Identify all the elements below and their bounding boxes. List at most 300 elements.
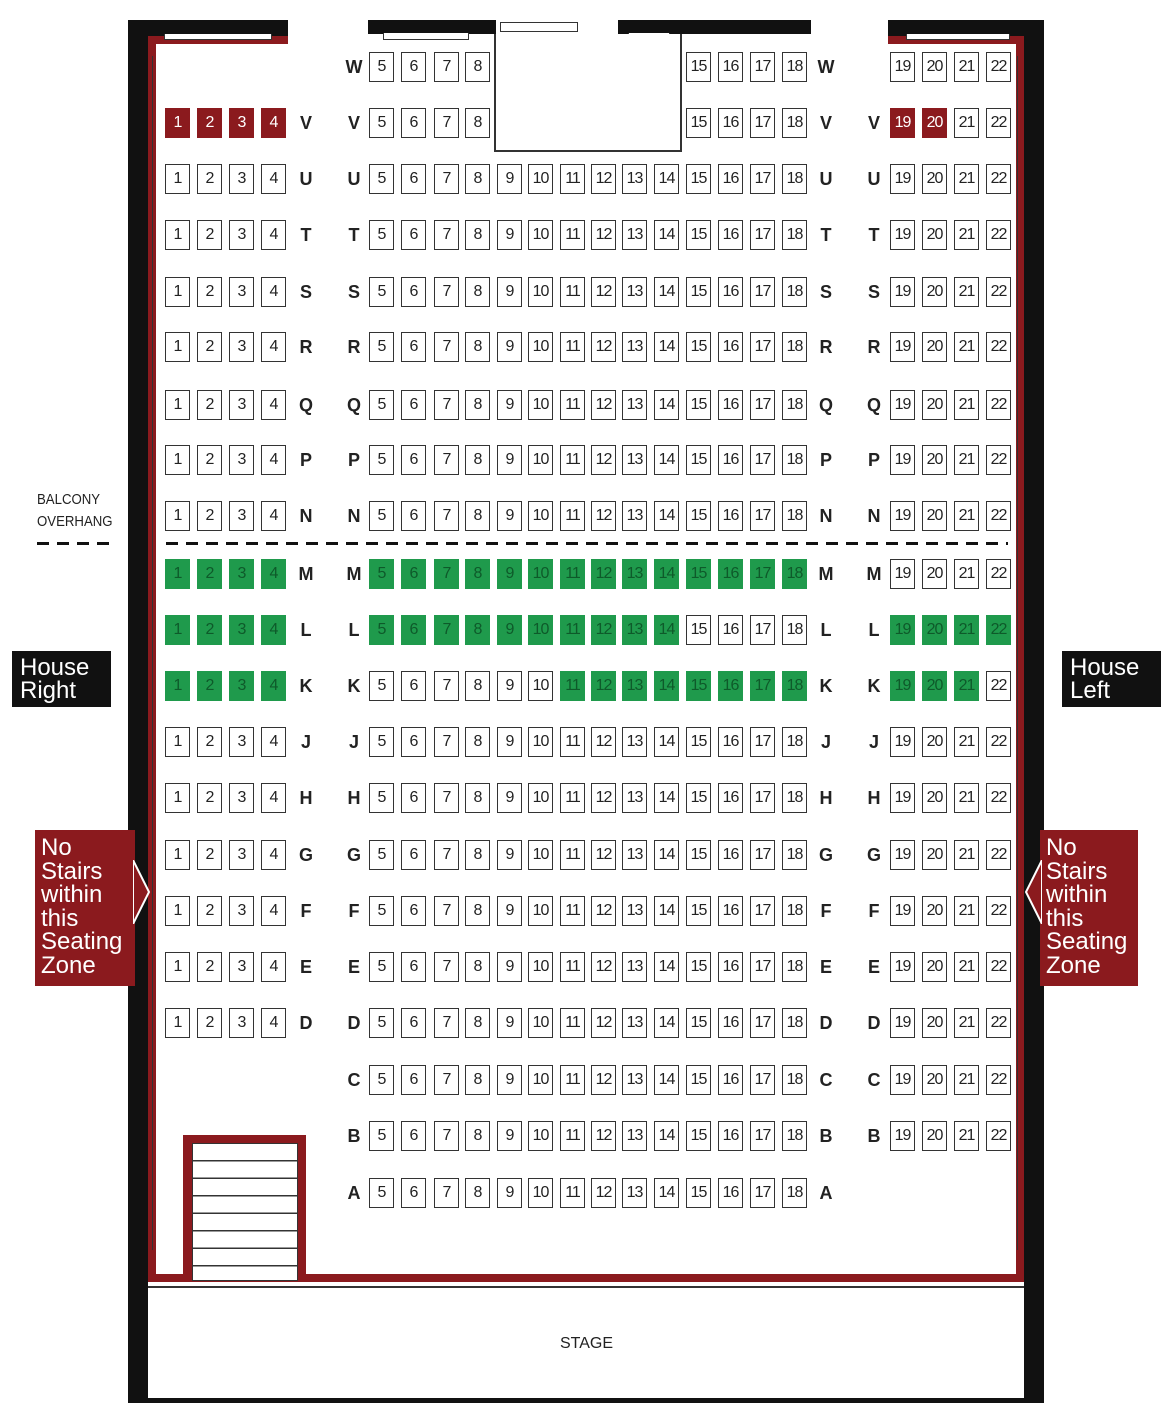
seat-Q-4[interactable]: 4 (261, 390, 286, 420)
seat-F-8[interactable]: 8 (465, 896, 490, 926)
seat-N-10[interactable]: 10 (528, 501, 553, 531)
seat-T-10[interactable]: 10 (528, 220, 553, 250)
seat-H-18[interactable]: 18 (782, 783, 807, 813)
seat-M-1[interactable]: 1 (165, 559, 190, 589)
seat-M-17[interactable]: 17 (750, 559, 775, 589)
seat-V-21[interactable]: 21 (954, 108, 979, 138)
seat-U-16[interactable]: 16 (718, 164, 743, 194)
seat-V-17[interactable]: 17 (750, 108, 775, 138)
seat-G-21[interactable]: 21 (954, 840, 979, 870)
seat-L-15[interactable]: 15 (686, 615, 711, 645)
seat-T-20[interactable]: 20 (922, 220, 947, 250)
seat-M-14[interactable]: 14 (654, 559, 679, 589)
seat-K-2[interactable]: 2 (197, 671, 222, 701)
seat-B-7[interactable]: 7 (434, 1121, 459, 1151)
seat-D-12[interactable]: 12 (591, 1008, 616, 1038)
seat-U-2[interactable]: 2 (197, 164, 222, 194)
seat-L-12[interactable]: 12 (591, 615, 616, 645)
seat-W-16[interactable]: 16 (718, 52, 743, 82)
seat-U-7[interactable]: 7 (434, 164, 459, 194)
seat-H-2[interactable]: 2 (197, 783, 222, 813)
seat-K-12[interactable]: 12 (591, 671, 616, 701)
seat-W-15[interactable]: 15 (686, 52, 711, 82)
seat-N-16[interactable]: 16 (718, 501, 743, 531)
seat-J-1[interactable]: 1 (165, 727, 190, 757)
seat-V-15[interactable]: 15 (686, 108, 711, 138)
seat-T-22[interactable]: 22 (986, 220, 1011, 250)
seat-L-2[interactable]: 2 (197, 615, 222, 645)
seat-R-10[interactable]: 10 (528, 332, 553, 362)
seat-N-18[interactable]: 18 (782, 501, 807, 531)
seat-A-5[interactable]: 5 (369, 1178, 394, 1208)
seat-D-1[interactable]: 1 (165, 1008, 190, 1038)
seat-P-8[interactable]: 8 (465, 445, 490, 475)
seat-H-20[interactable]: 20 (922, 783, 947, 813)
seat-Q-18[interactable]: 18 (782, 390, 807, 420)
seat-B-16[interactable]: 16 (718, 1121, 743, 1151)
seat-C-22[interactable]: 22 (986, 1065, 1011, 1095)
seat-T-19[interactable]: 19 (890, 220, 915, 250)
seat-L-16[interactable]: 16 (718, 615, 743, 645)
seat-F-7[interactable]: 7 (434, 896, 459, 926)
seat-R-6[interactable]: 6 (401, 332, 426, 362)
seat-B-10[interactable]: 10 (528, 1121, 553, 1151)
seat-B-15[interactable]: 15 (686, 1121, 711, 1151)
seat-U-19[interactable]: 19 (890, 164, 915, 194)
seat-G-17[interactable]: 17 (750, 840, 775, 870)
seat-F-1[interactable]: 1 (165, 896, 190, 926)
seat-P-10[interactable]: 10 (528, 445, 553, 475)
seat-N-4[interactable]: 4 (261, 501, 286, 531)
seat-H-15[interactable]: 15 (686, 783, 711, 813)
seat-H-4[interactable]: 4 (261, 783, 286, 813)
seat-B-9[interactable]: 9 (497, 1121, 522, 1151)
seat-R-3[interactable]: 3 (229, 332, 254, 362)
seat-S-8[interactable]: 8 (465, 277, 490, 307)
seat-V-6[interactable]: 6 (401, 108, 426, 138)
seat-W-18[interactable]: 18 (782, 52, 807, 82)
seat-J-21[interactable]: 21 (954, 727, 979, 757)
seat-G-1[interactable]: 1 (165, 840, 190, 870)
seat-N-8[interactable]: 8 (465, 501, 490, 531)
seat-G-15[interactable]: 15 (686, 840, 711, 870)
seat-R-16[interactable]: 16 (718, 332, 743, 362)
seat-T-4[interactable]: 4 (261, 220, 286, 250)
seat-R-19[interactable]: 19 (890, 332, 915, 362)
seat-M-15[interactable]: 15 (686, 559, 711, 589)
seat-V-1[interactable]: 1 (165, 108, 190, 138)
seat-P-19[interactable]: 19 (890, 445, 915, 475)
seat-U-6[interactable]: 6 (401, 164, 426, 194)
seat-E-1[interactable]: 1 (165, 952, 190, 982)
seat-F-5[interactable]: 5 (369, 896, 394, 926)
seat-S-4[interactable]: 4 (261, 277, 286, 307)
seat-Q-17[interactable]: 17 (750, 390, 775, 420)
seat-F-12[interactable]: 12 (591, 896, 616, 926)
seat-T-14[interactable]: 14 (654, 220, 679, 250)
seat-R-8[interactable]: 8 (465, 332, 490, 362)
seat-B-21[interactable]: 21 (954, 1121, 979, 1151)
seat-K-9[interactable]: 9 (497, 671, 522, 701)
seat-V-20[interactable]: 20 (922, 108, 947, 138)
seat-J-18[interactable]: 18 (782, 727, 807, 757)
seat-A-12[interactable]: 12 (591, 1178, 616, 1208)
seat-S-16[interactable]: 16 (718, 277, 743, 307)
seat-T-2[interactable]: 2 (197, 220, 222, 250)
seat-A-14[interactable]: 14 (654, 1178, 679, 1208)
seat-R-5[interactable]: 5 (369, 332, 394, 362)
seat-M-20[interactable]: 20 (922, 559, 947, 589)
seat-C-15[interactable]: 15 (686, 1065, 711, 1095)
seat-P-6[interactable]: 6 (401, 445, 426, 475)
seat-N-1[interactable]: 1 (165, 501, 190, 531)
seat-Q-19[interactable]: 19 (890, 390, 915, 420)
seat-E-19[interactable]: 19 (890, 952, 915, 982)
seat-D-18[interactable]: 18 (782, 1008, 807, 1038)
seat-J-11[interactable]: 11 (560, 727, 585, 757)
seat-M-5[interactable]: 5 (369, 559, 394, 589)
seat-U-10[interactable]: 10 (528, 164, 553, 194)
seat-B-19[interactable]: 19 (890, 1121, 915, 1151)
seat-P-2[interactable]: 2 (197, 445, 222, 475)
seat-K-20[interactable]: 20 (922, 671, 947, 701)
seat-W-5[interactable]: 5 (369, 52, 394, 82)
seat-U-13[interactable]: 13 (622, 164, 647, 194)
seat-D-4[interactable]: 4 (261, 1008, 286, 1038)
seat-D-20[interactable]: 20 (922, 1008, 947, 1038)
seat-U-21[interactable]: 21 (954, 164, 979, 194)
seat-L-8[interactable]: 8 (465, 615, 490, 645)
seat-M-7[interactable]: 7 (434, 559, 459, 589)
seat-Q-7[interactable]: 7 (434, 390, 459, 420)
seat-T-6[interactable]: 6 (401, 220, 426, 250)
seat-J-12[interactable]: 12 (591, 727, 616, 757)
seat-D-11[interactable]: 11 (560, 1008, 585, 1038)
seat-U-8[interactable]: 8 (465, 164, 490, 194)
seat-S-19[interactable]: 19 (890, 277, 915, 307)
seat-A-17[interactable]: 17 (750, 1178, 775, 1208)
seat-C-12[interactable]: 12 (591, 1065, 616, 1095)
seat-N-21[interactable]: 21 (954, 501, 979, 531)
seat-E-5[interactable]: 5 (369, 952, 394, 982)
seat-W-17[interactable]: 17 (750, 52, 775, 82)
seat-C-8[interactable]: 8 (465, 1065, 490, 1095)
seat-R-12[interactable]: 12 (591, 332, 616, 362)
seat-P-11[interactable]: 11 (560, 445, 585, 475)
seat-M-8[interactable]: 8 (465, 559, 490, 589)
seat-S-12[interactable]: 12 (591, 277, 616, 307)
seat-D-7[interactable]: 7 (434, 1008, 459, 1038)
seat-W-19[interactable]: 19 (890, 52, 915, 82)
seat-B-11[interactable]: 11 (560, 1121, 585, 1151)
seat-S-14[interactable]: 14 (654, 277, 679, 307)
seat-G-18[interactable]: 18 (782, 840, 807, 870)
seat-N-6[interactable]: 6 (401, 501, 426, 531)
seat-B-20[interactable]: 20 (922, 1121, 947, 1151)
seat-P-9[interactable]: 9 (497, 445, 522, 475)
seat-T-18[interactable]: 18 (782, 220, 807, 250)
seat-C-6[interactable]: 6 (401, 1065, 426, 1095)
seat-A-6[interactable]: 6 (401, 1178, 426, 1208)
seat-V-7[interactable]: 7 (434, 108, 459, 138)
seat-L-19[interactable]: 19 (890, 615, 915, 645)
seat-K-22[interactable]: 22 (986, 671, 1011, 701)
seat-M-9[interactable]: 9 (497, 559, 522, 589)
seat-E-4[interactable]: 4 (261, 952, 286, 982)
seat-F-19[interactable]: 19 (890, 896, 915, 926)
seat-W-22[interactable]: 22 (986, 52, 1011, 82)
seat-K-21[interactable]: 21 (954, 671, 979, 701)
seat-L-20[interactable]: 20 (922, 615, 947, 645)
seat-U-5[interactable]: 5 (369, 164, 394, 194)
seat-R-1[interactable]: 1 (165, 332, 190, 362)
seat-Q-12[interactable]: 12 (591, 390, 616, 420)
seat-H-10[interactable]: 10 (528, 783, 553, 813)
seat-N-13[interactable]: 13 (622, 501, 647, 531)
seat-G-11[interactable]: 11 (560, 840, 585, 870)
seat-T-8[interactable]: 8 (465, 220, 490, 250)
seat-S-5[interactable]: 5 (369, 277, 394, 307)
seat-P-17[interactable]: 17 (750, 445, 775, 475)
seat-S-13[interactable]: 13 (622, 277, 647, 307)
seat-K-8[interactable]: 8 (465, 671, 490, 701)
seat-F-17[interactable]: 17 (750, 896, 775, 926)
seat-S-22[interactable]: 22 (986, 277, 1011, 307)
seat-P-5[interactable]: 5 (369, 445, 394, 475)
seat-B-17[interactable]: 17 (750, 1121, 775, 1151)
seat-B-5[interactable]: 5 (369, 1121, 394, 1151)
seat-D-14[interactable]: 14 (654, 1008, 679, 1038)
seat-S-21[interactable]: 21 (954, 277, 979, 307)
seat-P-14[interactable]: 14 (654, 445, 679, 475)
seat-N-15[interactable]: 15 (686, 501, 711, 531)
seat-E-13[interactable]: 13 (622, 952, 647, 982)
seat-C-19[interactable]: 19 (890, 1065, 915, 1095)
seat-L-17[interactable]: 17 (750, 615, 775, 645)
seat-P-3[interactable]: 3 (229, 445, 254, 475)
seat-M-12[interactable]: 12 (591, 559, 616, 589)
seat-S-18[interactable]: 18 (782, 277, 807, 307)
seat-J-5[interactable]: 5 (369, 727, 394, 757)
seat-R-17[interactable]: 17 (750, 332, 775, 362)
seat-S-20[interactable]: 20 (922, 277, 947, 307)
seat-G-7[interactable]: 7 (434, 840, 459, 870)
seat-C-11[interactable]: 11 (560, 1065, 585, 1095)
seat-S-7[interactable]: 7 (434, 277, 459, 307)
seat-T-11[interactable]: 11 (560, 220, 585, 250)
seat-B-8[interactable]: 8 (465, 1121, 490, 1151)
seat-A-8[interactable]: 8 (465, 1178, 490, 1208)
seat-Q-15[interactable]: 15 (686, 390, 711, 420)
seat-K-14[interactable]: 14 (654, 671, 679, 701)
seat-G-20[interactable]: 20 (922, 840, 947, 870)
seat-G-12[interactable]: 12 (591, 840, 616, 870)
seat-E-9[interactable]: 9 (497, 952, 522, 982)
seat-L-9[interactable]: 9 (497, 615, 522, 645)
seat-G-8[interactable]: 8 (465, 840, 490, 870)
seat-L-3[interactable]: 3 (229, 615, 254, 645)
seat-W-7[interactable]: 7 (434, 52, 459, 82)
seat-E-21[interactable]: 21 (954, 952, 979, 982)
seat-Q-5[interactable]: 5 (369, 390, 394, 420)
seat-G-14[interactable]: 14 (654, 840, 679, 870)
seat-K-3[interactable]: 3 (229, 671, 254, 701)
seat-A-18[interactable]: 18 (782, 1178, 807, 1208)
seat-G-5[interactable]: 5 (369, 840, 394, 870)
seat-T-16[interactable]: 16 (718, 220, 743, 250)
seat-T-1[interactable]: 1 (165, 220, 190, 250)
seat-N-14[interactable]: 14 (654, 501, 679, 531)
seat-Q-10[interactable]: 10 (528, 390, 553, 420)
seat-D-13[interactable]: 13 (622, 1008, 647, 1038)
seat-F-3[interactable]: 3 (229, 896, 254, 926)
seat-F-20[interactable]: 20 (922, 896, 947, 926)
seat-M-2[interactable]: 2 (197, 559, 222, 589)
seat-C-7[interactable]: 7 (434, 1065, 459, 1095)
seat-F-14[interactable]: 14 (654, 896, 679, 926)
seat-D-19[interactable]: 19 (890, 1008, 915, 1038)
seat-K-10[interactable]: 10 (528, 671, 553, 701)
seat-J-6[interactable]: 6 (401, 727, 426, 757)
seat-K-15[interactable]: 15 (686, 671, 711, 701)
seat-R-14[interactable]: 14 (654, 332, 679, 362)
seat-V-2[interactable]: 2 (197, 108, 222, 138)
seat-B-13[interactable]: 13 (622, 1121, 647, 1151)
seat-B-12[interactable]: 12 (591, 1121, 616, 1151)
seat-L-22[interactable]: 22 (986, 615, 1011, 645)
seat-K-11[interactable]: 11 (560, 671, 585, 701)
seat-N-2[interactable]: 2 (197, 501, 222, 531)
seat-R-11[interactable]: 11 (560, 332, 585, 362)
seat-P-21[interactable]: 21 (954, 445, 979, 475)
seat-A-16[interactable]: 16 (718, 1178, 743, 1208)
seat-S-9[interactable]: 9 (497, 277, 522, 307)
seat-Q-22[interactable]: 22 (986, 390, 1011, 420)
seat-D-15[interactable]: 15 (686, 1008, 711, 1038)
seat-N-9[interactable]: 9 (497, 501, 522, 531)
seat-U-17[interactable]: 17 (750, 164, 775, 194)
seat-M-10[interactable]: 10 (528, 559, 553, 589)
seat-R-9[interactable]: 9 (497, 332, 522, 362)
seat-J-17[interactable]: 17 (750, 727, 775, 757)
seat-R-4[interactable]: 4 (261, 332, 286, 362)
seat-S-10[interactable]: 10 (528, 277, 553, 307)
seat-B-6[interactable]: 6 (401, 1121, 426, 1151)
seat-F-9[interactable]: 9 (497, 896, 522, 926)
seat-L-11[interactable]: 11 (560, 615, 585, 645)
seat-H-21[interactable]: 21 (954, 783, 979, 813)
seat-F-11[interactable]: 11 (560, 896, 585, 926)
seat-Q-2[interactable]: 2 (197, 390, 222, 420)
seat-M-13[interactable]: 13 (622, 559, 647, 589)
seat-U-20[interactable]: 20 (922, 164, 947, 194)
seat-W-8[interactable]: 8 (465, 52, 490, 82)
seat-M-11[interactable]: 11 (560, 559, 585, 589)
seat-D-6[interactable]: 6 (401, 1008, 426, 1038)
seat-D-3[interactable]: 3 (229, 1008, 254, 1038)
seat-G-16[interactable]: 16 (718, 840, 743, 870)
seat-U-15[interactable]: 15 (686, 164, 711, 194)
seat-P-22[interactable]: 22 (986, 445, 1011, 475)
seat-U-18[interactable]: 18 (782, 164, 807, 194)
seat-N-19[interactable]: 19 (890, 501, 915, 531)
seat-J-3[interactable]: 3 (229, 727, 254, 757)
seat-F-10[interactable]: 10 (528, 896, 553, 926)
seat-D-21[interactable]: 21 (954, 1008, 979, 1038)
seat-W-21[interactable]: 21 (954, 52, 979, 82)
seat-J-4[interactable]: 4 (261, 727, 286, 757)
seat-H-1[interactable]: 1 (165, 783, 190, 813)
seat-K-13[interactable]: 13 (622, 671, 647, 701)
seat-D-16[interactable]: 16 (718, 1008, 743, 1038)
seat-H-19[interactable]: 19 (890, 783, 915, 813)
seat-L-21[interactable]: 21 (954, 615, 979, 645)
seat-P-18[interactable]: 18 (782, 445, 807, 475)
seat-M-19[interactable]: 19 (890, 559, 915, 589)
seat-U-11[interactable]: 11 (560, 164, 585, 194)
seat-E-7[interactable]: 7 (434, 952, 459, 982)
seat-R-2[interactable]: 2 (197, 332, 222, 362)
seat-Q-3[interactable]: 3 (229, 390, 254, 420)
seat-R-13[interactable]: 13 (622, 332, 647, 362)
seat-R-15[interactable]: 15 (686, 332, 711, 362)
seat-Q-14[interactable]: 14 (654, 390, 679, 420)
seat-F-6[interactable]: 6 (401, 896, 426, 926)
seat-K-17[interactable]: 17 (750, 671, 775, 701)
seat-N-20[interactable]: 20 (922, 501, 947, 531)
seat-N-12[interactable]: 12 (591, 501, 616, 531)
seat-J-13[interactable]: 13 (622, 727, 647, 757)
seat-T-17[interactable]: 17 (750, 220, 775, 250)
seat-E-16[interactable]: 16 (718, 952, 743, 982)
seat-C-5[interactable]: 5 (369, 1065, 394, 1095)
seat-A-9[interactable]: 9 (497, 1178, 522, 1208)
seat-C-9[interactable]: 9 (497, 1065, 522, 1095)
seat-L-14[interactable]: 14 (654, 615, 679, 645)
seat-V-19[interactable]: 19 (890, 108, 915, 138)
seat-H-22[interactable]: 22 (986, 783, 1011, 813)
seat-N-7[interactable]: 7 (434, 501, 459, 531)
seat-A-13[interactable]: 13 (622, 1178, 647, 1208)
seat-J-2[interactable]: 2 (197, 727, 222, 757)
seat-G-4[interactable]: 4 (261, 840, 286, 870)
seat-S-11[interactable]: 11 (560, 277, 585, 307)
seat-L-7[interactable]: 7 (434, 615, 459, 645)
seat-E-15[interactable]: 15 (686, 952, 711, 982)
seat-K-6[interactable]: 6 (401, 671, 426, 701)
seat-B-22[interactable]: 22 (986, 1121, 1011, 1151)
seat-J-14[interactable]: 14 (654, 727, 679, 757)
seat-J-20[interactable]: 20 (922, 727, 947, 757)
seat-P-12[interactable]: 12 (591, 445, 616, 475)
seat-S-17[interactable]: 17 (750, 277, 775, 307)
seat-P-20[interactable]: 20 (922, 445, 947, 475)
seat-M-16[interactable]: 16 (718, 559, 743, 589)
seat-L-18[interactable]: 18 (782, 615, 807, 645)
seat-M-3[interactable]: 3 (229, 559, 254, 589)
seat-F-15[interactable]: 15 (686, 896, 711, 926)
seat-P-7[interactable]: 7 (434, 445, 459, 475)
seat-A-11[interactable]: 11 (560, 1178, 585, 1208)
seat-C-13[interactable]: 13 (622, 1065, 647, 1095)
seat-J-10[interactable]: 10 (528, 727, 553, 757)
seat-D-9[interactable]: 9 (497, 1008, 522, 1038)
seat-E-18[interactable]: 18 (782, 952, 807, 982)
seat-R-20[interactable]: 20 (922, 332, 947, 362)
seat-P-15[interactable]: 15 (686, 445, 711, 475)
seat-U-12[interactable]: 12 (591, 164, 616, 194)
seat-Q-13[interactable]: 13 (622, 390, 647, 420)
